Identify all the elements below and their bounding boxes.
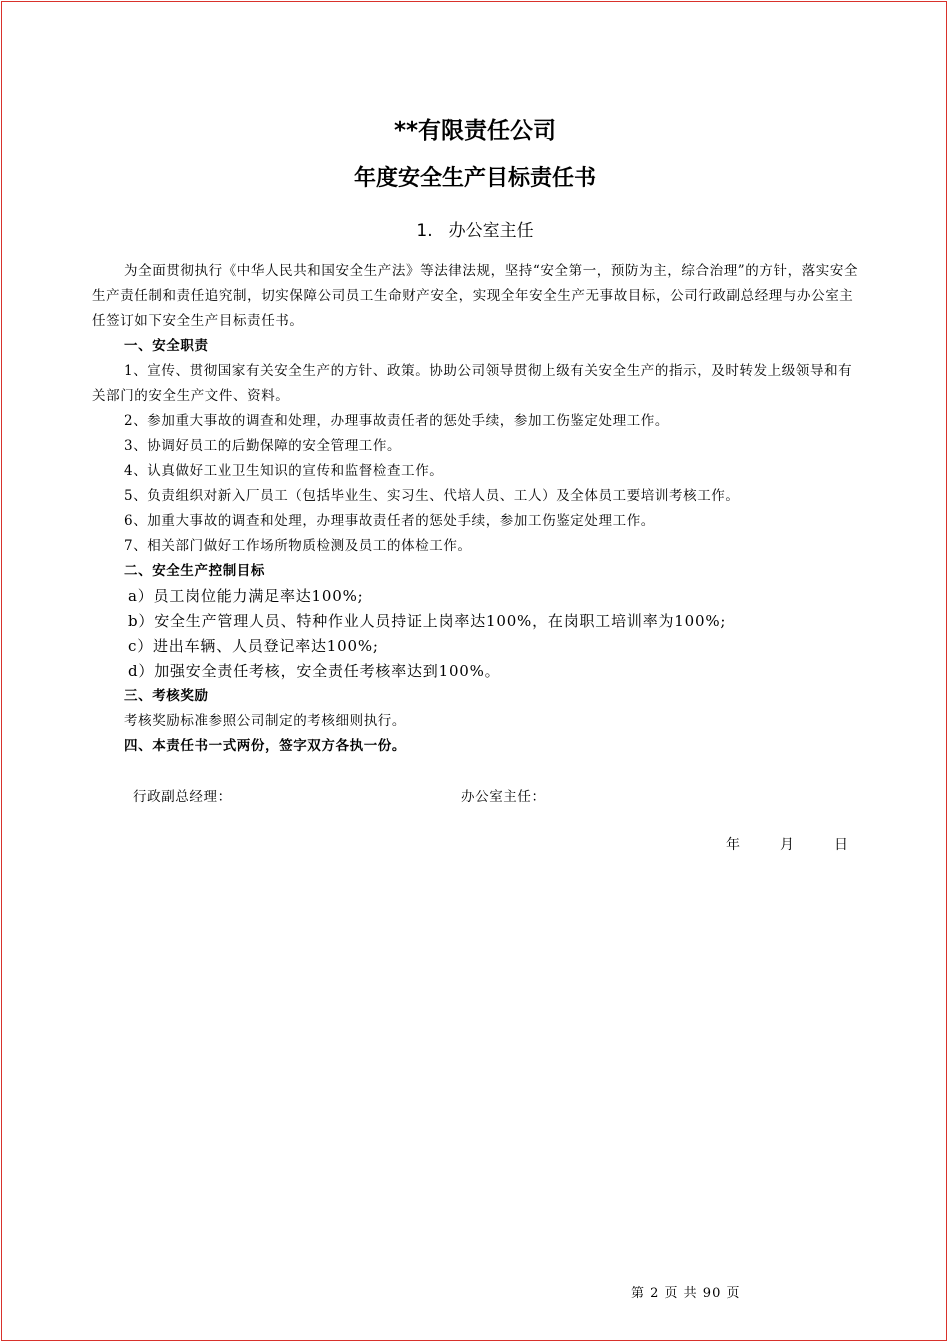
duty-item: 2、参加重大事故的调查和处理，办理事故责任者的惩处手续，参加工伤鉴定处理工作。: [124, 413, 669, 429]
target-item: b）安全生产管理人员、特种作业人员持证上岗率达100%，在岗职工培训率为100%;: [128, 612, 727, 630]
company-title: **有限责任公司: [393, 118, 557, 144]
duty-item: 1、宣传、贯彻国家有关安全生产的方针、政策。协助公司领导贯彻上级有关安全生产的指示，及时转发上级领导和有关部门的安全生产文件、资料。: [92, 363, 853, 404]
signature-office-director-label: 办公室主任：: [461, 789, 546, 805]
date-year-label: 年: [726, 837, 740, 853]
section-heading-copies: 四、本责任书一式两份，签字双方各执一份。: [124, 738, 406, 754]
intro-paragraph: 为全面贯彻执行《中华人民共和国安全生产法》等法律法规，坚持“安全第一，预防为主，综合治理”的方针，落实安全生产责任制和责任追究制，切实保障公司员工生命财产安全，实现全年安全生产无事故目标，公司行政副总经理与办公室主任签订如下安全生产目标责任书。: [92, 263, 859, 329]
duty-item: 6、加重大事故的调查和处理，办理事故责任者的惩处手续，参加工伤鉴定处理工作。: [124, 513, 655, 529]
document-title: 年度安全生产目标责任书: [353, 166, 596, 191]
document-body: [92, 259, 860, 759]
rewards-text: 考核奖励标准参照公司制定的考核细则执行。: [124, 713, 406, 729]
section-name: 办公室主任: [448, 221, 534, 241]
page-footer: 第 2 页 共 90 页: [631, 1286, 741, 1301]
duty-item: 3、协调好员工的后勤保障的安全管理工作。: [124, 438, 402, 454]
duty-item: 4、认真做好工业卫生知识的宣传和监督检查工作。: [124, 463, 444, 479]
duty-item: 5、负责组织对新入厂员工（包括毕业生、实习生、代培人员、工人）及全体员工要培训考核工作。: [124, 488, 740, 504]
target-item: c）进出车辆、人员登记率达100%;: [128, 637, 379, 655]
target-item: d）加强安全责任考核，安全责任考核率达到100%。: [128, 662, 501, 680]
duty-item: 7、相关部门做好工作场所物质检测及员工的体检工作。: [124, 538, 472, 554]
section-subtitle: [0, 216, 950, 241]
date-month-label: 月: [780, 837, 794, 853]
date-day-label: 日: [834, 837, 848, 853]
section-heading-duties: 一、安全职责: [124, 338, 209, 354]
signature-vp-label: 行政副总经理：: [133, 789, 232, 805]
section-heading-rewards: 三、考核奖励: [124, 688, 209, 704]
target-item: a）员工岗位能力满足率达100%;: [128, 587, 364, 605]
section-heading-targets: 二、安全生产控制目标: [124, 563, 265, 579]
date-line: [726, 834, 848, 854]
section-number: 1.: [416, 221, 433, 241]
